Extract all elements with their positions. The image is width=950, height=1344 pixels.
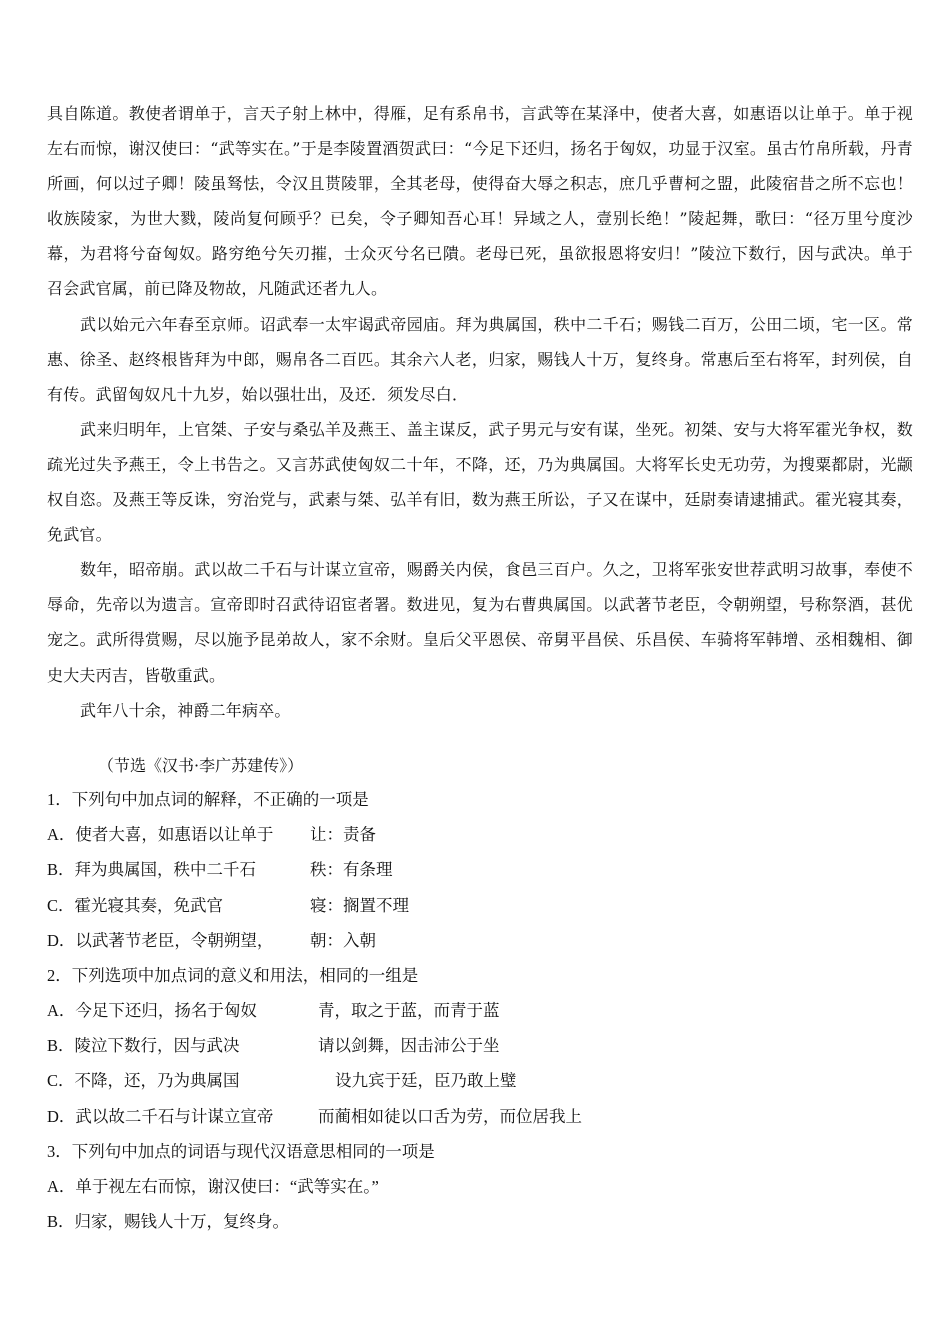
option-comparison: 而蔺相如徒以口舌为劳，而位居我上	[318, 1107, 582, 1126]
option-sentence: B．拜为典属国，秩中二千石	[47, 860, 257, 879]
option-comparison: 青，取之于蓝，而青于蓝	[318, 1001, 500, 1020]
option-sentence: C．不降，还，乃为典属国	[47, 1071, 240, 1090]
question-3-stem: 3．下列句中加点的词语与现代汉语意思相同的一项是	[47, 1142, 435, 1161]
option-explanation: 秩：有条理	[310, 860, 393, 879]
question-3-option-b	[47, 1210, 289, 1234]
option-explanation: 寝：搁置不理	[310, 896, 409, 915]
question-1-option-a	[47, 823, 376, 847]
option-sentence: B．陵泣下数行，因与武决	[47, 1036, 240, 1055]
question-1-option-d	[47, 929, 376, 953]
passage-paragraph: 武以始元六年春至京师。诏武奉一太牢谒武帝园庙。拜为典属国，秩中二千石；赐钱二百万，公田二顷，宅一区。常惠、徐圣、赵终根皆拜为中郎，赐帛各二百匹。其余六人老，归家，赐钱人十万，复终身。常惠后至右将军，封列侯，自有传。武留匈奴凡十九岁，始以强壮出，及还．须发尽白．	[47, 314, 913, 404]
question-2-option-a	[47, 999, 500, 1023]
option-explanation: 朝：入朝	[310, 931, 376, 950]
option-sentence: A．使者大喜，如惠语以让单于	[47, 825, 274, 844]
question-2-stem: 2．下列选项中加点词的意义和用法，相同的一组是	[47, 966, 419, 985]
option-sentence: D．武以故二千石与计谋立宣帝	[47, 1107, 274, 1126]
question-2-option-c	[47, 1069, 517, 1093]
question-1-option-c	[47, 894, 409, 918]
question-3-option-a	[47, 1175, 379, 1199]
classical-passage	[47, 96, 913, 728]
question-2-option-d	[47, 1105, 582, 1129]
option-sentence: C．霍光寝其奏，免武官	[47, 896, 224, 915]
passage-source: （节选《汉书·李广苏建传》）	[98, 756, 304, 775]
option-sentence: D．以武著节老臣，令朝朔望，	[47, 931, 274, 950]
question-1-stem: 1．下列句中加点词的解释，不正确的一项是	[47, 790, 369, 809]
option-explanation: 让：责备	[310, 825, 376, 844]
option-comparison: 请以剑舞，因击沛公于坐	[318, 1036, 500, 1055]
question-1-option-b	[47, 858, 393, 882]
passage-paragraph: 武来归明年，上官桀、子安与桑弘羊及燕王、盖主谋反，武子男元与安有谋，坐死。初桀、安与大将军霍光争权，数疏光过失予燕王，令上书告之。又言苏武使匈奴二十年，不降，还，乃为典属国。大将军长史无功劳，为搜粟都尉，光颛权自恣。及燕王等反诛，穷治党与，武素与桀、弘羊有旧，数为燕王所讼，子又在谋中，廷尉奏请逮捕武。霍光寝其奏，免武官。	[47, 419, 913, 545]
option-sentence: B．归家，赐钱人十万，复终身。	[47, 1212, 290, 1231]
option-comparison: 设九宾于廷，臣乃敢上璧	[335, 1071, 517, 1090]
passage-paragraph: 数年，昭帝崩。武以故二千石与计谋立宣帝，赐爵关内侯，食邑三百户。久之，卫将军张安世荐武明习故事，奉使不辱命，先帝以为遗言。宣帝即时召武待诏宦者署。数进见，复为右曹典属国。以武著节老臣，令朝朔望，号称祭酒，甚优宠之。武所得赏赐，尽以施予昆弟故人，家不余财。皇后父平恩侯、帝舅平昌侯、乐昌侯、车骑将军韩增、丞相魏相、御史大夫丙吉，皆敬重武。	[47, 560, 913, 685]
passage-paragraph: 具自陈道。教使者谓单于，言天子射上林中，得雁，足有系帛书，言武等在某泽中，使者大喜，如惠语以让单于。单于视左右而惊，谢汉使曰：“武等实在。”于是李陵置酒贺武曰：“今足下还归，扬名于匈奴，功显于汉室。虽古竹帛所载，丹青所画，何以过子卿！陵虽驽怯，令汉且贳陵罪，全其老母，使得奋大辱之积志，庶几乎曹柯之盟，此陵宿昔之所不忘也！收族陵家，为世大戮，陵尚复何顾乎？已矣，令子卿知吾心耳！异域之人，壹别长绝！”陵起舞，歌曰：“径万里兮度沙幕，为君将兮奋匈奴。路穷绝兮矢刃摧，士众灭兮名已隤。老母已死，虽欲报恩将安归！”陵泣下数行，因与武决。单于召会武官属，前已降及物故，凡随武还者九人。	[47, 104, 913, 299]
passage-paragraph: 武年八十余，神爵二年病卒。	[80, 700, 291, 720]
question-2-option-b	[47, 1034, 500, 1058]
option-sentence: A．单于视左右而惊，谢汉使曰：“武等实在。”	[47, 1177, 379, 1196]
option-sentence: A．今足下还归，扬名于匈奴	[47, 1001, 257, 1020]
